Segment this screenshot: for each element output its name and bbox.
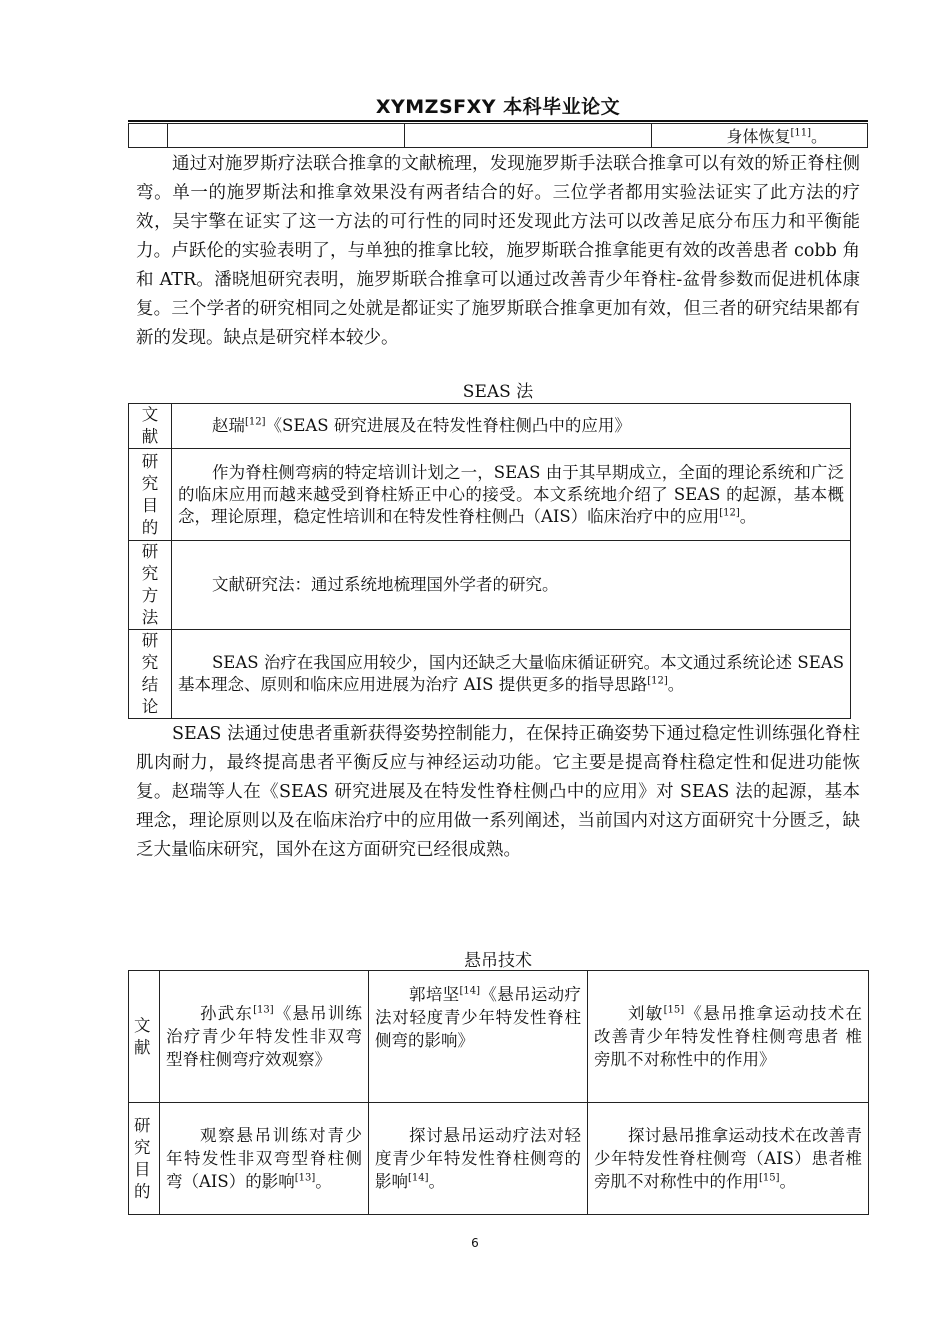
suspension-table-caption: 悬吊技术: [464, 951, 532, 971]
page-number: 6: [471, 1236, 479, 1250]
suspension-purpose-cell-1: 观察悬吊训练对青少年特发性非双弯型脊柱侧弯（AIS）的影响[13]。: [160, 1103, 369, 1215]
seas-conclusion-cell: SEAS 治疗在我国应用较少，国内还缺乏大量临床循证研究。本文通过系统论述 SEAS 基本理念、原则和临床应用进展为治疗 AIS 提供更多的指导思路[12]。: [172, 630, 851, 719]
suspension-row-label: 文献: [129, 971, 160, 1103]
seas-row-method: [129, 541, 851, 630]
suspension-purpose-cell-2: 探讨悬吊运动疗法对轻度青少年特发性脊柱侧弯的影响[14]。: [369, 1103, 588, 1215]
suspension-lit-cell-2: 郭培坚[14]《悬吊运动疗法对轻度青少年特发性脊柱侧弯的影响》: [369, 971, 588, 1103]
page-header-title: XYMZSFXY 本科毕业论文: [375, 96, 621, 118]
continued-table-fragment: [128, 123, 868, 148]
paragraph-seas-summary: SEAS 法通过使患者重新获得姿势控制能力，在保持正确姿势下通过稳定性训练强化脊柱肌肉耐力，最终提高患者平衡反应与神经运动功能。它主要是提高脊柱稳定性和促进功能恢复。赵瑞等人在《SEAS 研究进展及在特发性脊柱侧凸中的应用》对 SEAS 法的起源，基本理念，理论原则以及在临床治疗中的应用做一系列阐述，当前国内对这方面研究十分匮乏，缺乏大量临床研究，国外在这方面研究已经很成熟。: [136, 724, 860, 860]
header-rule: [128, 120, 868, 122]
fragment-cell-empty-3: [405, 124, 652, 148]
citation-15: [15]: [759, 1172, 780, 1184]
fragment-cell-text: [652, 124, 868, 148]
seas-row-label: 文献: [129, 404, 172, 449]
seas-purpose-cell: 作为脊柱侧弯病的特定培训计划之一，SEAS 由于其早期成立，全面的理论系统和广泛的临床应用而越来越受到脊柱矫正中心的接受。本文系统地介绍了 SEAS 的起源，基本概念，理论原理，稳定性培训和在特发性脊柱侧凸（AIS）临床治疗中的应用[12]。: [172, 449, 851, 541]
citation-12: [12]: [245, 416, 266, 428]
fragment-tail: 。: [810, 127, 827, 146]
citation-15: [15]: [663, 1004, 685, 1016]
seas-row-purpose: [129, 449, 851, 541]
seas-row-label: 研究目的: [129, 449, 172, 541]
seas-row-literature: [129, 404, 851, 449]
suspension-lit-cell-1: 孙武东[13]《悬吊训练治疗青少年特发性非双弯型脊柱侧弯疗效观察》: [160, 971, 369, 1103]
citation-14: [14]: [459, 985, 481, 997]
fragment-cell-empty-1: [129, 124, 168, 148]
fragment-text: 身体恢复: [726, 127, 791, 146]
citation-13: [13]: [253, 1004, 274, 1016]
fragment-cell-empty-2: [168, 124, 405, 148]
citation-11: [11]: [790, 127, 811, 139]
citation-13: [13]: [294, 1172, 316, 1184]
suspension-row-label: 研究目的: [129, 1103, 160, 1215]
seas-row-label: 研究结论: [129, 630, 172, 719]
seas-table-caption: SEAS 法: [462, 382, 534, 402]
suspension-row-literature: [129, 971, 869, 1103]
suspension-table: [128, 970, 869, 1215]
suspension-row-purpose: [129, 1103, 869, 1215]
citation-12: [12]: [647, 675, 668, 687]
seas-method-cell: 文献研究法：通过系统地梳理国外学者的研究。: [172, 541, 851, 630]
seas-row-label: 研究方法: [129, 541, 172, 630]
suspension-lit-cell-3: 刘敏[15]《悬吊推拿运动技术在改善青少年特发性脊柱侧弯患者 椎旁肌不对称性中的作用》: [588, 971, 869, 1103]
paragraph-schroth-summary: 通过对施罗斯疗法联合推拿的文献梳理，发现施罗斯手法联合推拿可以有效的矫正脊柱侧弯。单一的施罗斯法和推拿效果没有两者结合的好。三位学者都用实验法证实了此方法的疗效，吴宇擎在证实了这一方法的可行性的同时还发现此方法可以改善足底分布压力和平衡能力。卢跃伦的实验表明了，与单独的推拿比较，施罗斯联合推拿能更有效的改善患者 cobb 角和 ATR。潘晓旭研究表明，施罗斯联合推拿可以通过改善青少年脊柱-盆骨参数而促进机体康复。三个学者的研究相同之处就是都证实了施罗斯联合推拿更加有效，但三者的研究结果都有新的发现。缺点是研究样本较少。: [136, 154, 860, 348]
seas-row-conclusion: [129, 630, 851, 719]
suspension-purpose-cell-3: 探讨悬吊推拿运动技术在改善青少年特发性脊柱侧弯（AIS）患者椎旁肌不对称性中的作用[15]。: [588, 1103, 869, 1215]
seas-literature-cell: 赵瑞[12]《SEAS 研究进展及在特发性脊柱侧凸中的应用》: [172, 404, 851, 449]
citation-14: [14]: [408, 1172, 429, 1184]
seas-table: [128, 403, 851, 719]
citation-12: [12]: [719, 507, 740, 518]
